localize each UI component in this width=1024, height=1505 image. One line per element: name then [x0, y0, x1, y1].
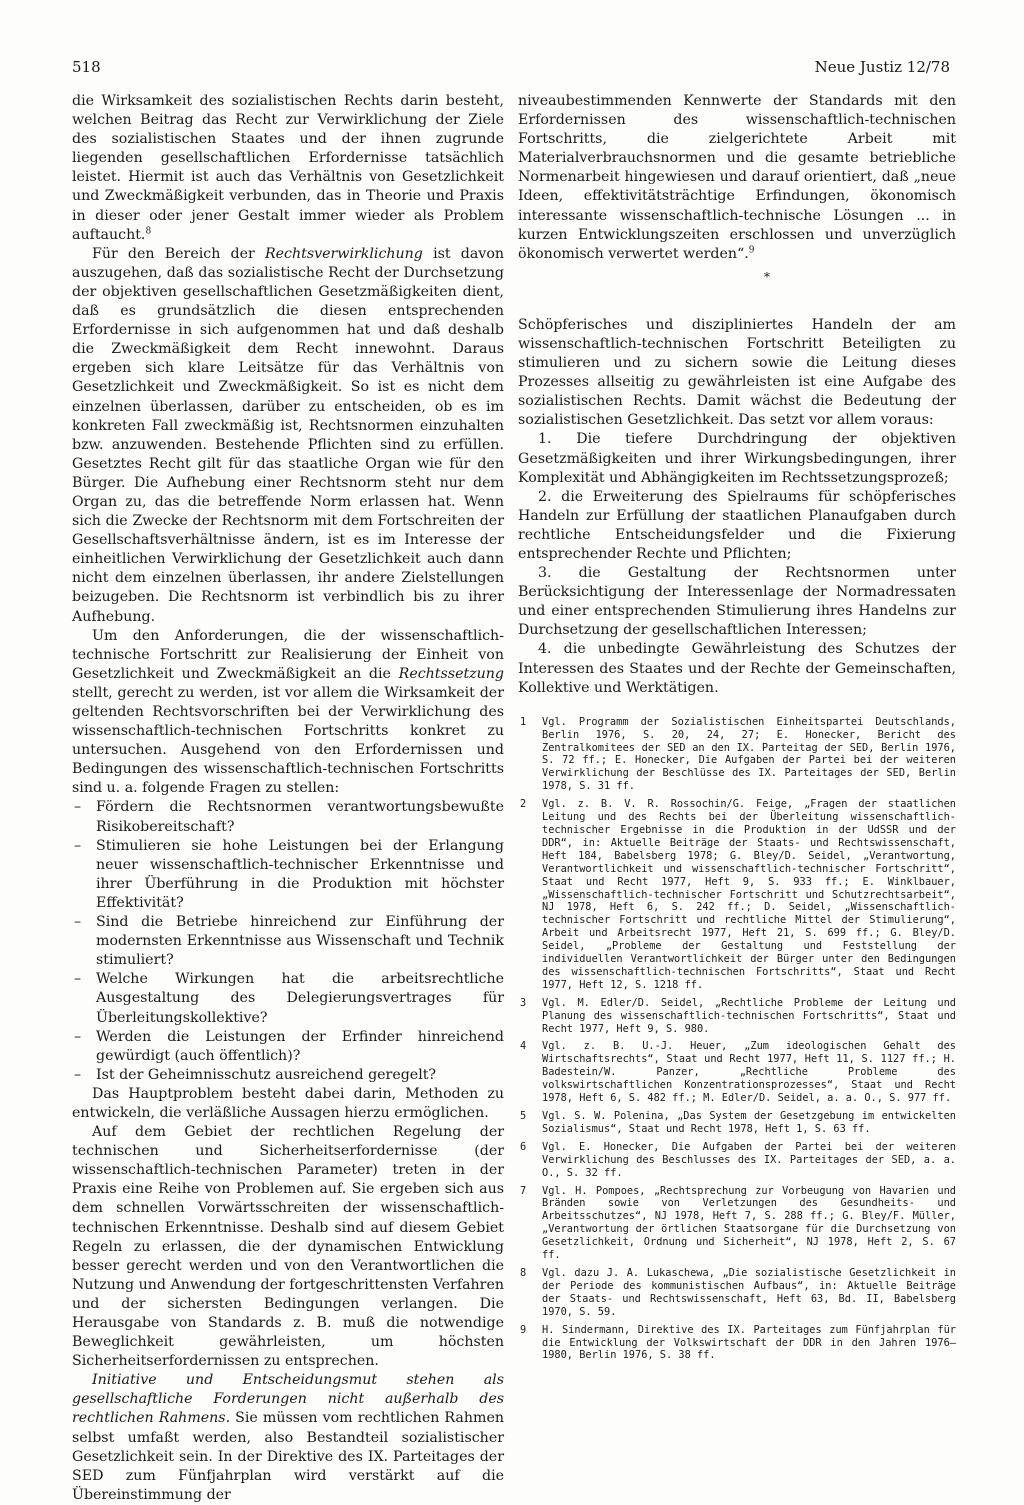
paragraph: Um den Anforderungen, die der wissenschaftlich-technische Fortschritt zur Realisierung der Einheit von Gesetzlichkeit und Zweckmäßigkeit an die Rechtssetzung stellt, gerecht zu werden, ist vor allem die Wirksamkeit der geltenden Rechtsvorschriften bei der Verwirklichung des wissenschaftlich-technischen Fortschritts konkret zu untersuchen. Ausgehend von den Erfordernissen und Bedingungen des wissenschaftlich-technischen Fortschritts sind u. a. folgende Fragen zu stellen: — [72, 627, 504, 797]
footnote: 7 Vgl. H. Pompoes, „Rechtsprechung zur Vorbeugung von Havarien und Bränden sowie von Verletzungen des Gesundheits- und Arbeitsschutzes“, NJ 1978, Heft 7, S. 288 ff.; G. Bley/F. Müller, „Verantwortung der örtlichen Staatsorgane für die Durchsetzung von Gesetzlichkeit, Ordnung und Sicherheit“, NJ 1978, Heft 2, S. 67 ff. — [520, 1184, 956, 1262]
page-number: 518 — [72, 58, 101, 76]
list-item: – Ist der Geheimnisschutz ausreichend geregelt? — [72, 1066, 504, 1085]
footnote: 1 Vgl. Programm der Sozialistischen Einheitspartei Deutschlands, Berlin 1976, S. 20, 24, 27; E. Honecker, Bericht des Zentralkomitees der SED an den IX. Parteitag der SED, Berlin 1976, S. 72 ff.; E. Honecker, Die Aufgaben der Partei bei der weiteren Verwirklichung der Beschlüsse des IX. Parteitages der SED, Berlin 1978, S. 31 ff. — [520, 715, 956, 793]
paragraph: niveaubestimmenden Kennwerte der Standards mit den Erfordernissen des wissenschaftlich-technischen Fortschritts, die zielgerichtete Arbeit mit Materialverbrauchsnormen und die gesamte betriebliche Normenarbeit hingewiesen und darauf orientiert, daß „neue Ideen, effektivitätsträchtige Erfindungen, ökonomisch interessante wissenschaftlich-technische Lösungen ... in kurzen Entwicklungszeiten erschlossen und unverzüglich ökonomisch verwertet werden“.$^9$ — [518, 93, 956, 262]
question-list — [72, 798, 504, 1084]
footnote-number: 1 — [520, 715, 527, 728]
list-item: – Fördern die Rechtsnormen verantwortungsbewußte Risikobereitschaft? — [72, 798, 504, 836]
right-column — [518, 92, 956, 1367]
footnote-number: 7 — [520, 1184, 527, 1197]
list-item: – Sind die Betriebe hinreichend zur Einführung der modernsten Erkenntnisse aus Wissenschaft und Technik stimuliert? — [72, 913, 504, 970]
paragraph: Für den Bereich der Rechtsverwirklichung ist davon auszugehen, daß das sozialistische Recht der Durchsetzung der objektiven gesellschaftlichen Gesetzmäßigkeiten dient, daß es grundsätzlich die diesen entsprechenden Erfordernisse in sich aufgenommen hat und daß deshalb die Zweckmäßigkeit dem Recht innewohnt. Daraus ergeben sich klare Leitsätze für das Verhältnis von Gesetzlichkeit und Zweckmäßigkeit. So ist es nicht dem einzelnen überlassen, darüber zu entscheiden, ob es im konkreten Fall zweckmäßig ist, Rechtsnormen einzuhalten bzw. anzuwenden. Bestehende Pflichten sind zu erfüllen. Gesetztes Recht gilt für das staatliche Organ wie für den Bürger. Die Aufhebung einer Rechtsnorm steht nur dem Organ zu, das die betreffende Norm erlassen hat. Wenn sich die Zwecke der Rechtsnorm mit dem Fortschreiten der Gesellschaftsverhältnisse ändern, ist es im Interesse der einheitlichen Verwirklichung der Gesetzlichkeit auch dann nicht dem einzelnen überlassen, ihr andere Zielstellungen beizugeben. Die Rechtsnorm ist verbindlich bis zu ihrer Aufhebung. — [72, 245, 504, 625]
list-item: 3. die Gestaltung der Rechtsnormen unter Berücksichtigung der Interessenlage der Normadressaten und einer entsprechenden Stimulierung ihres Handelns zur Durchsetzung der gesellschaftlichen Interessen; — [518, 565, 956, 639]
left-column — [72, 92, 504, 1505]
list-item: – Welche Wirkungen hat die arbeitsrechtliche Ausgestaltung des Delegierungsvertrages für Überleitungskollektive? — [72, 970, 504, 1027]
emphasis: Rechtsverwirklichung — [264, 245, 423, 262]
footnote: 9 H. Sindermann, Direktive des IX. Parteitages zum Fünfjahrplan für die Entwicklung der Volkswirtschaft der DDR in den Jahren 1976–1980, Berlin 1976, S. 38 ff. — [520, 1323, 956, 1362]
footnote: 6 Vgl. E. Honecker, Die Aufgaben der Partei bei der weiteren Verwirklichung des Beschlusses des IX. Parteitages der SED, a. a. O., S. 32 ff. — [520, 1140, 956, 1179]
footnote: 2 Vgl. z. B. V. R. Rossochin/G. Feige, „Fragen der staatlichen Leitung und des Rechts bei der Überleitung wissenschaftlich-technischer Ergebnisse in die Produktion in der UdSSR und der DDR“, in: Aktuelle Beiträge der Staats- und Rechtswissenschaft, Heft 184, Babelsberg 1978; G. Bley/D. Seidel, „Verantwortung, Verantwortlichkeit und wissenschaftlich-technischer Fortschritt“, Staat und Recht 1977, Heft 9, S. 933 ff.; E. Winklbauer, „Wissenschaftlich-technischer Fortschritt und Schutzrechtsarbeit“, NJ 1978, Heft 6, S. 242 ff.; D. Seidel, „Wissenschaftlich-technischer Fortschritt und rechtliche Mittel der Stimulierung“, Arbeit und Arbeitsrecht 1977, Heft 21, S. 699 ff.; G. Bley/D. Seidel, „Probleme der Gestaltung und Feststellung der individuellen Verantwortlichkeit der Bürger unter den Bedingungen des wissenschaftlich-technischen Fortschritts“, Staat und Recht 1977, Heft 12, S. 1218 ff. — [520, 798, 956, 991]
list-item: 2. die Erweiterung des Spielraums für schöpferisches Handeln zur Erfüllung der staatlichen Planaufgaben durch rechtliche Entscheidungsfelder und die Fixierung entsprechender Rechte und Pflichten; — [518, 488, 956, 562]
footnote: 4 Vgl. z. B. U.-J. Heuer, „Zum ideologischen Gehalt des Wirtschaftsrechts“, Staat und Recht 1977, Heft 11, S. 1127 ff.; H. Badestein/W. Panzer, „Rechtliche Probleme des volkswirtschaftlichen Konzentrationsprozesses“, Staat und Recht 1978, Heft 6, S. 482 ff.; M. Edler/D. Seidel, a. a. O., S. 977 ff. — [520, 1040, 956, 1105]
footnote: 8 Vgl. dazu J. A. Lukaschewa, „Die sozialistische Gesetzlichkeit in der Periode des kommunistischen Aufbaus“, in: Aktuelle Beiträge der Staats- und Rechtswissenschaft, Heft 63, Bd. II, Babelsberg 1970, S. 59. — [520, 1266, 956, 1318]
footnote-ref: 8 — [145, 225, 152, 236]
paragraph: die Wirksamkeit des sozialistischen Rechts darin besteht, welchen Beitrag das Recht zur Verwirklichung der Ziele des sozialistischen Staates und der ihnen zugrunde liegenden gesellschaftlichen Erfordernisse tatsächlich leistet. Hiermit ist auch das Verhältnis von Gesetzlichkeit und Zweckmäßigkeit verbunden, das in Theorie und Praxis in dieser oder jener Gestalt immer wieder als Problem auftaucht.$^8$ — [72, 93, 504, 243]
footnote: 3 Vgl. M. Edler/D. Seidel, „Rechtliche Probleme der Leitung und Planung des wissenschaftlich-technischen Fortschritts“, Staat und Recht 1977, Heft 9, S. 980. — [520, 996, 956, 1035]
journal-issue: Neue Justiz 12/78 — [814, 58, 950, 76]
paragraph: Auf dem Gebiet der rechtlichen Regelung der technischen und Sicherheitserfordernisse (der wissenschaftlich-technischen Parameter) treten in der Praxis eine Reihe von Problemen auf. Sie ergeben sich aus dem schnellen Vorwärtsschreiten der wissenschaftlich-technischen Erkenntnisse. Deshalb sind auf diesem Gebiet Regeln zu erlassen, die der dynamischen Entwicklung besser gerecht werden und von den Verantwortlichen die Nutzung und Anwendung der fortgeschrittensten Verfahren und der sichersten Bedingungen verlangen. Die Herausgabe von Standards z. B. muß die notwendige Beweglichkeit gewährleisten, um höchsten Sicherheitserfordernissen zu entsprechen. — [72, 1124, 504, 1370]
footnote-number: 5 — [520, 1110, 527, 1122]
list-item: – Werden die Leistungen der Erfinder hinreichend gewürdigt (auch öffentlich)? — [72, 1028, 504, 1066]
paragraph: Das Hauptproblem besteht dabei darin, Methoden zu entwickeln, die verläßliche Aussagen hierzu ermöglichen. — [72, 1085, 504, 1121]
footnote-number: 6 — [520, 1140, 527, 1153]
page-header — [72, 58, 950, 82]
emphasis: Rechtssetzung — [398, 665, 504, 682]
paragraph: Initiative und Entscheidungsmut stehen als gesellschaftliche Forderungen nicht außerhalb des rechtlichen Rahmens. Sie müssen vom rechtlichen Rahmen selbst umfaßt werden, also Bestandteil sozialistischer Gesetzlichkeit sein. In der Direktive des IX. Parteitages der SED zum Fünfjahrplan wird verstärkt auf die Übereinstimmung der — [72, 1372, 504, 1503]
footnote-number: 3 — [520, 996, 527, 1009]
footnote-number: 4 — [520, 1040, 527, 1053]
list-item: – Stimulieren sie hohe Leistungen bei der Erlangung neuer wissenschaftlich-technischer Erkenntnisse und ihrer Überführung in die Produktion mit höchster Effektivität? — [72, 837, 504, 913]
footnote-number: 9 — [520, 1323, 527, 1336]
list-item: 1. Die tiefere Durchdringung der objektiven Gesetzmäßigkeiten und ihrer Wirkungsbedingungen, ihrer Komplexität und Abhängigkeiten im Rechtssetzungsprozeß; — [518, 431, 956, 486]
footnote: 5 Vgl. S. W. Polenina, „Das System der Gesetzgebung im entwickelten Sozialismus“, Staat und Recht 1978, Heft 1, S. 63 ff. — [520, 1110, 956, 1135]
footnotes — [518, 716, 956, 1363]
conditions-list — [518, 430, 956, 697]
footnote-ref: 9 — [748, 245, 755, 256]
footnote-number: 2 — [520, 798, 527, 811]
section-separator: * — [764, 269, 770, 284]
paragraph: Schöpferisches und diszipliniertes Handeln der am wissenschaftlich-technischen Fortschritt Beteiligten zu stimulieren und zu sichern sowie die Leitung dieses Prozesses allseitig zu gewährleisten ist eine Aufgabe des sozialistischen Rechts. Damit wächst die Bedeutung der sozialistischen Gesetzlichkeit. Das setzt vor allem voraus: — [518, 316, 956, 429]
footnote-number: 8 — [520, 1266, 527, 1279]
emphasis: Initiative und Entscheidungsmut stehen als gesellschaftliche Forderungen nicht außerhalb des rechtlichen Rahmens. — [72, 1372, 504, 1427]
list-item: 4. die unbedingte Gewährleistung des Schutzes der Interessen des Staates und der Rechte der Gemeinschaften, Kollektive und Werktätigen. — [518, 641, 956, 696]
